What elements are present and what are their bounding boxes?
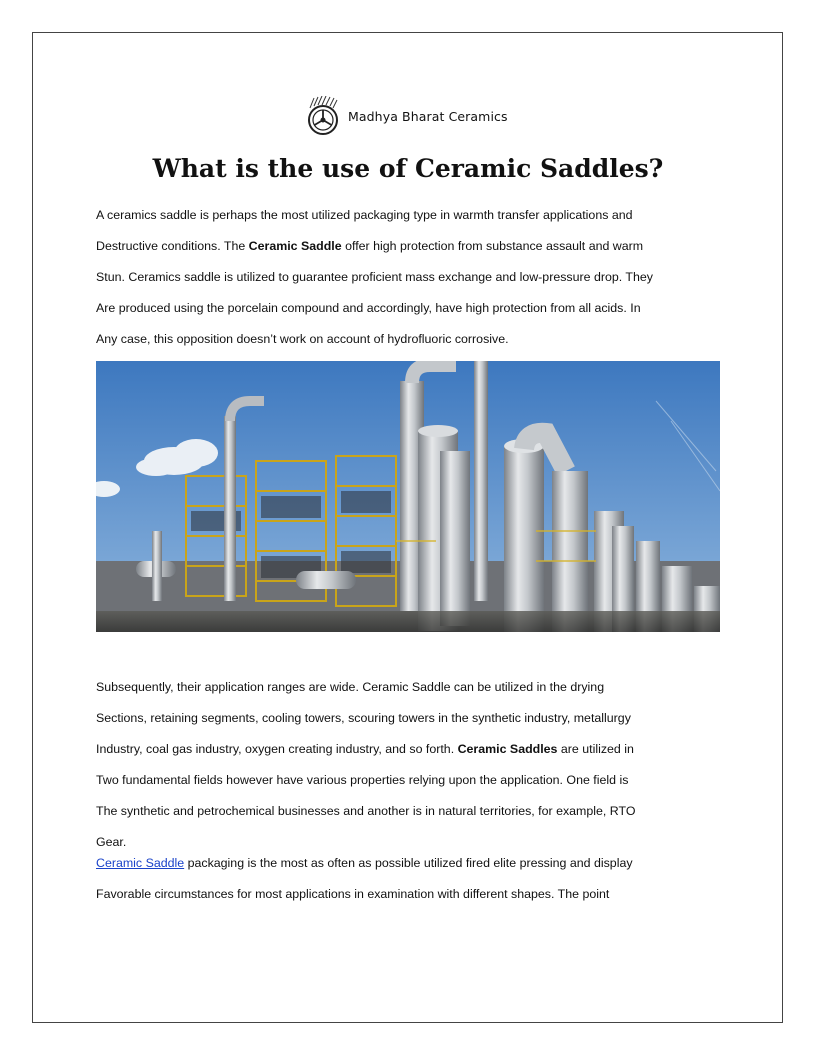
bold-term: Ceramic Saddles [457,742,558,756]
page-title: What is the use of Ceramic Saddles? [152,154,664,183]
text-line: Stun. Ceramics saddle is utilized to guarantee proficient mass exchange and low-pressure drop. They [96,270,653,284]
text-line: Are produced using the porcelain compound and accordingly, have high protection from all acids. In [96,301,641,315]
text-run: Industry, coal gas industry, oxygen creating industry, and so forth. [96,742,458,756]
text-run: offer high protection from substance assault and warm [341,239,644,253]
text-line: A ceramics saddle is perhaps the most utilized packaging type in warmth transfer applications and [96,208,633,222]
ceramic-saddle-link[interactable]: Ceramic Saddle [96,856,185,870]
text-line [96,742,726,773]
chemical-plant-photo [96,361,720,632]
text-run: are utilized in [557,742,634,756]
text-run: Destructive conditions. The [96,239,249,253]
text-line: The synthetic and petrochemical businesses and another is in natural territories, for example, RTO [96,804,636,818]
intro-paragraph [96,208,726,363]
company-logo [304,96,508,136]
text-line: Gear. [96,835,127,849]
text-line: Subsequently, their application ranges are wide. Ceramic Saddle can be utilized in the drying [96,680,605,694]
text-line: Two fundamental fields however have various properties relying upon the application. One field is [96,773,629,787]
text-line: Sections, retaining segments, cooling towers, scouring towers in the synthetic industry, metallurgy [96,711,631,725]
text-line: Favorable circumstances for most applications in examination with different shapes. The point [96,887,610,901]
text-run: packaging is the most as often as possible utilized fired elite pressing and display [184,856,633,870]
text-line: Any case, this opposition doesn’t work on account of hydrofluoric corrosive. [96,332,509,346]
text-line [96,239,726,270]
bold-term: Ceramic Saddle [248,239,342,253]
text-line [96,856,726,887]
company-name: Madhya Bharat Ceramics [348,108,508,124]
applications-paragraph [96,680,726,918]
wheel-logo-icon [304,96,342,136]
